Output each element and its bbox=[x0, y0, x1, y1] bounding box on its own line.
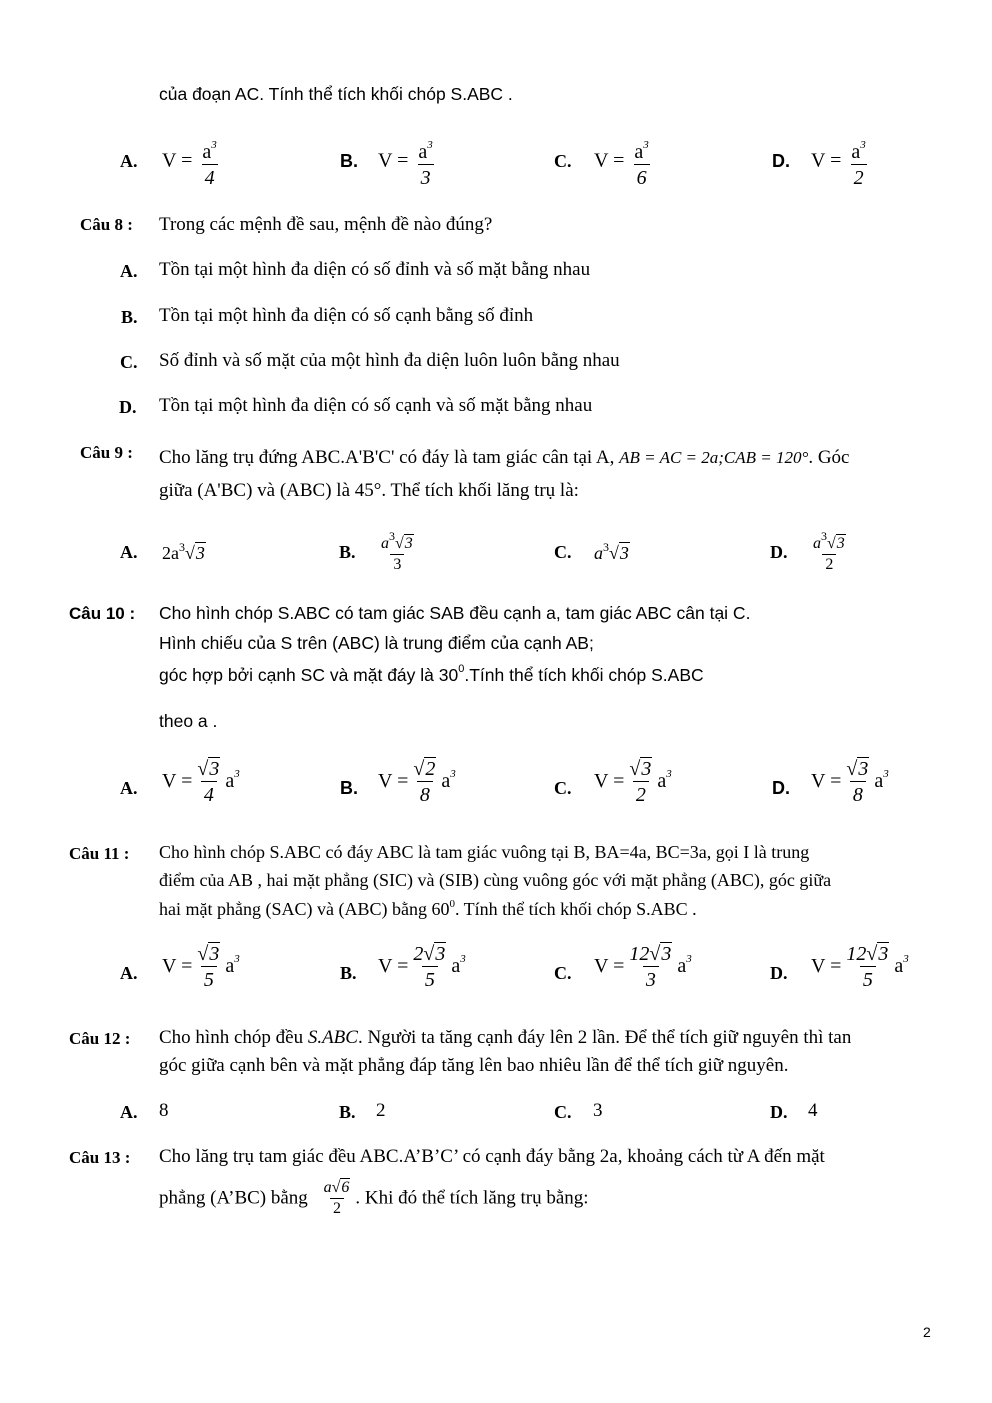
q11-text-line2: điểm của AB , hai mặt phẳng (SIC) và (SIB) cùng vuông góc với mặt phẳng (ABC), góc giữa bbox=[159, 870, 832, 890]
q11-text-line3: hai mặt phẳng (SAC) và (ABC) bằng $60^0$. Tính thể tích khối chóp S.ABC . bbox=[159, 898, 697, 919]
option-letter-c: C. bbox=[120, 352, 138, 372]
q7-option-b: V = $\frac{a^3}{3}$ bbox=[378, 139, 433, 189]
option-letter-b: B. bbox=[340, 963, 357, 983]
option-letter-a: A. bbox=[120, 1102, 138, 1122]
q9-option-b: $\frac{a^3√3}{3}$ bbox=[381, 529, 413, 573]
option-letter-b: B. bbox=[340, 778, 358, 798]
q10-option-b: V = $\frac{√2}{8}$ $a^3$ bbox=[378, 758, 456, 806]
option-letter-b: B. bbox=[340, 151, 358, 171]
v-equals: V = bbox=[162, 149, 193, 172]
q10-option-d: V = $\frac{√3}{8}$ $a^3$ bbox=[811, 758, 889, 806]
option-letter-a: A. bbox=[120, 151, 138, 171]
q13-fraction: $\frac{a√6}{2}$ bbox=[323, 1179, 350, 1217]
q10-option-c: V = $\frac{√3}{2}$ $a^3$ bbox=[594, 758, 672, 806]
option-letter-c: C. bbox=[554, 151, 572, 171]
q7-option-a bbox=[162, 133, 222, 191]
q9-text-line1: Cho lăng trụ đứng ABC.A'B'C' có đáy là tam giác cân tại A, AB = AC = 2a;CAB = 120°. Góc bbox=[159, 447, 850, 468]
q10-text-line1: Cho hình chóp S.ABC có tam giác SAB đều cạnh a, tam giác ABC cân tại C. bbox=[159, 603, 751, 623]
q13-text-line2: phẳng (A’BC) bằng $\frac{a√6}{2}$ . Khi đó thể tích lăng trụ bằng: bbox=[159, 1179, 589, 1217]
option-letter-c: C. bbox=[554, 1102, 572, 1122]
q10-text-line3: góc hợp bởi cạnh SC và mặt đáy là $30^0.Tính$ thể tích khối chóp S.ABC bbox=[159, 663, 704, 685]
q11-option-b: V = $\frac{2√3}{5}$ $a^3$ bbox=[378, 943, 466, 991]
q9-text-line2: giữa (A'BC) và (ABC) là 45°. Thể tích khối lăng trụ là: bbox=[159, 480, 579, 501]
q7-text-tail: của đoạn AC. Tính thể tích khối chóp S.ABC . bbox=[159, 84, 513, 104]
q11-text-line1: Cho hình chóp S.ABC có đáy ABC là tam giác vuông tại B, BA=4a, BC=3a, gọi I là trung bbox=[159, 842, 810, 862]
q11-option-d: V = $\frac{12√3}{5}$ $a^3$ bbox=[811, 943, 909, 991]
option-letter-d: D. bbox=[119, 397, 137, 417]
option-letter-d: D. bbox=[772, 778, 790, 798]
page-number: 2 bbox=[923, 1324, 931, 1340]
q11-option-a: V = $\frac{√3}{5}$ $a^3$ bbox=[162, 943, 240, 991]
q10-text-line4: theo a . bbox=[159, 711, 218, 731]
q8-option-d: Tồn tại một hình đa diện có số cạnh và số mặt bằng nhau bbox=[159, 395, 593, 416]
option-letter-a: A. bbox=[120, 778, 138, 798]
q7-options bbox=[120, 133, 940, 193]
q7-option-c: V = $\frac{a^3}{6}$ bbox=[594, 139, 649, 189]
q9-option-a: $2a^3√3$ bbox=[162, 540, 205, 563]
option-letter-d: D. bbox=[770, 542, 788, 562]
q12-text-line2: góc giữa cạnh bên và mặt phẳng đáp tăng lên bao nhiêu lần để thể tích giữ nguyên. bbox=[159, 1055, 789, 1076]
q7-option-d: V = $\frac{a^3}{2}$ bbox=[811, 139, 866, 189]
q8-text: Trong các mệnh đề sau, mệnh đề nào đúng? bbox=[159, 214, 493, 235]
q12-text-line1: Cho hình chóp đều S.ABC. Người ta tăng cạnh đáy lên 2 lần. Để thể tích giữ nguyên thì tan bbox=[159, 1027, 852, 1048]
q9-math-given: AB = AC = 2a;CAB = 120° bbox=[619, 448, 809, 467]
question-label-10: Câu 10 : bbox=[69, 604, 136, 623]
option-letter-d: D. bbox=[770, 1102, 788, 1122]
option-letter-d: D. bbox=[770, 963, 788, 983]
option-letter-b: B. bbox=[339, 1102, 356, 1122]
q12-option-b: 2 bbox=[376, 1100, 386, 1121]
q10-option-a: V = $\frac{√3}{4}$ $a^3$ bbox=[162, 758, 240, 806]
option-letter-c: C. bbox=[554, 542, 572, 562]
option-letter-b: B. bbox=[339, 542, 356, 562]
option-letter-a: A. bbox=[120, 963, 138, 983]
question-label-11: Câu 11 : bbox=[69, 844, 130, 863]
q9-option-d: $\frac{a^3√3}{2}$ bbox=[813, 529, 845, 573]
q12-option-d: 4 bbox=[808, 1100, 818, 1121]
q11-option-c: V = $\frac{12√3}{3}$ $a^3$ bbox=[594, 943, 692, 991]
q8-option-c: Số đỉnh và số mặt của một hình đa diện luôn luôn bằng nhau bbox=[159, 350, 620, 371]
q12-option-a: 8 bbox=[159, 1100, 169, 1121]
q9-angle: 45° bbox=[354, 480, 382, 501]
question-label-12: Câu 12 : bbox=[69, 1029, 131, 1048]
q12-option-c: 3 bbox=[593, 1100, 603, 1121]
option-letter-c: C. bbox=[554, 778, 572, 798]
q9-options bbox=[120, 526, 940, 586]
q13-text-line1: Cho lăng trụ tam giác đều ABC.A’B’C’ có cạnh đáy bằng 2a, khoảng cách từ A đến mặt bbox=[159, 1146, 825, 1167]
q11-options bbox=[120, 942, 940, 1006]
q8-option-a: Tồn tại một hình đa diện có số đỉnh và số mặt bằng nhau bbox=[159, 259, 591, 280]
option-letter-a: A. bbox=[120, 261, 138, 281]
question-label-13: Câu 13 : bbox=[69, 1148, 131, 1167]
option-letter-c: C. bbox=[554, 963, 572, 983]
q8-option-b: Tồn tại một hình đa diện có số cạnh bằng số đỉnh bbox=[159, 305, 534, 326]
q10-text-line2: Hình chiếu của S trên (ABC) là trung điểm của cạnh AB; bbox=[159, 633, 594, 653]
q9-option-c: $a^3√3$ bbox=[594, 540, 629, 563]
option-letter-d: D. bbox=[772, 151, 790, 171]
option-letter-a: A. bbox=[120, 542, 138, 562]
question-label-8: Câu 8 : bbox=[80, 215, 133, 234]
option-letter-b: B. bbox=[121, 307, 138, 327]
fraction: $\frac{a^3}{4}$ bbox=[202, 139, 217, 189]
question-label-9: Câu 9 : bbox=[80, 443, 133, 462]
q10-options bbox=[120, 757, 940, 821]
